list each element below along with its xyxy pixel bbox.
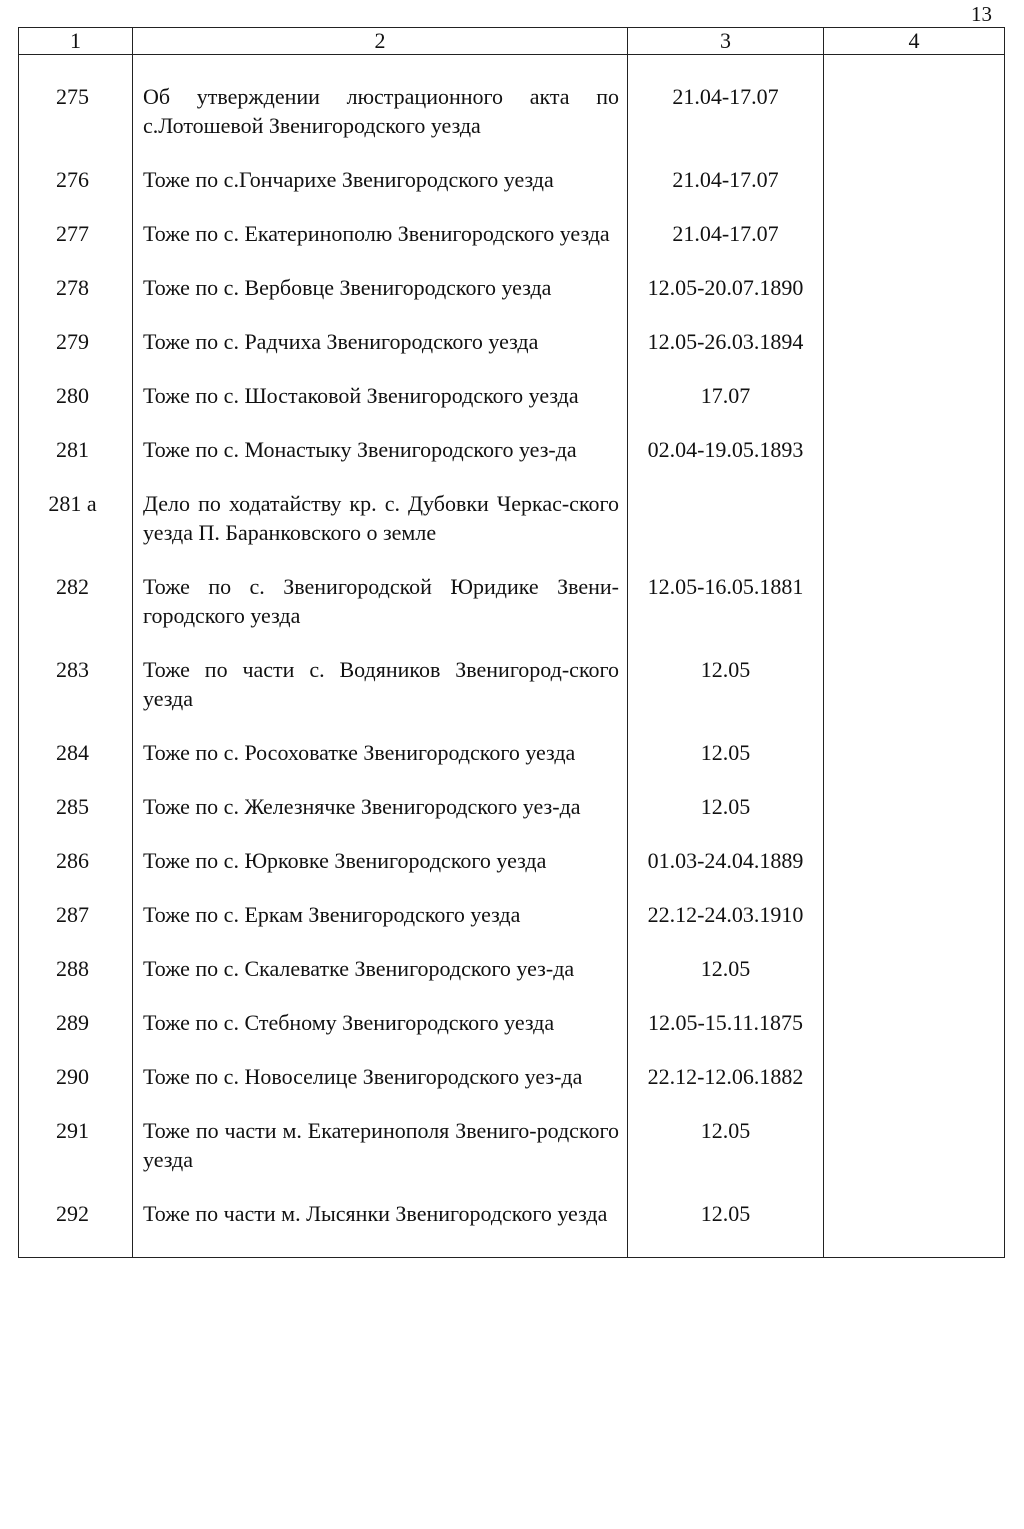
table-row <box>19 846 1005 900</box>
row-description: Тоже по с. Монастыку Звенигородского уез-да <box>133 435 628 489</box>
row-description: Об утверждении люстрационного акта по с.Лотошевой Звенигородского уезда <box>133 55 628 166</box>
row-dates: 12.05-26.03.1894 <box>628 327 824 381</box>
row-dates: 12.05 <box>628 738 824 792</box>
row-notes <box>824 846 1005 900</box>
row-dates: 12.05 <box>628 954 824 1008</box>
table-row <box>19 792 1005 846</box>
row-number: 276 <box>19 165 133 219</box>
row-number: 284 <box>19 738 133 792</box>
row-description: Тоже по с. Росоховатке Звенигородского уезда <box>133 738 628 792</box>
table-row <box>19 219 1005 273</box>
row-number: 280 <box>19 381 133 435</box>
row-dates: 12.05-15.11.1875 <box>628 1008 824 1062</box>
row-dates: 12.05-16.05.1881 <box>628 572 824 655</box>
table-row <box>19 55 1005 166</box>
row-number: 292 <box>19 1199 133 1258</box>
row-number: 282 <box>19 572 133 655</box>
row-notes <box>824 489 1005 572</box>
row-description: Тоже по с. Стебному Звенигородского уезда <box>133 1008 628 1062</box>
table-row <box>19 327 1005 381</box>
table-row <box>19 954 1005 1008</box>
row-notes <box>824 900 1005 954</box>
row-notes <box>824 1116 1005 1199</box>
row-notes <box>824 381 1005 435</box>
row-number: 288 <box>19 954 133 1008</box>
row-number: 290 <box>19 1062 133 1116</box>
page-number: 13 <box>971 2 992 26</box>
row-notes <box>824 165 1005 219</box>
table-row <box>19 655 1005 738</box>
row-number: 285 <box>19 792 133 846</box>
row-dates: 02.04-19.05.1893 <box>628 435 824 489</box>
row-dates <box>628 489 824 572</box>
table-row <box>19 738 1005 792</box>
row-description: Тоже по части с. Водяников Звенигород-ского уезда <box>133 655 628 738</box>
row-number: 291 <box>19 1116 133 1199</box>
row-number: 281 а <box>19 489 133 572</box>
table-row <box>19 435 1005 489</box>
table-header <box>19 28 1005 55</box>
row-dates: 21.04-17.07 <box>628 55 824 166</box>
row-notes <box>824 792 1005 846</box>
row-notes <box>824 219 1005 273</box>
row-dates: 12.05 <box>628 792 824 846</box>
row-description: Тоже по с. Новоселице Звенигородского уез-да <box>133 1062 628 1116</box>
row-description: Тоже по с. Железнячке Звенигородского уез-да <box>133 792 628 846</box>
row-description: Тоже по части м. Лысянки Звенигородского уезда <box>133 1199 628 1258</box>
row-notes <box>824 273 1005 327</box>
table-row <box>19 1199 1005 1258</box>
table-row <box>19 381 1005 435</box>
row-notes <box>824 1062 1005 1116</box>
row-number: 281 <box>19 435 133 489</box>
row-description: Тоже по с. Вербовце Звенигородского уезда <box>133 273 628 327</box>
row-number: 289 <box>19 1008 133 1062</box>
row-notes <box>824 435 1005 489</box>
row-dates: 12.05 <box>628 1116 824 1199</box>
header-row <box>19 28 1005 55</box>
row-notes <box>824 55 1005 166</box>
row-dates: 22.12-24.03.1910 <box>628 900 824 954</box>
row-dates: 22.12-12.06.1882 <box>628 1062 824 1116</box>
row-notes <box>824 327 1005 381</box>
row-notes <box>824 738 1005 792</box>
header-col-description: 2 <box>133 28 628 55</box>
header-col-number: 1 <box>19 28 133 55</box>
table-row <box>19 165 1005 219</box>
row-description: Тоже по с. Звенигородской Юридике Звени-городского уезда <box>133 572 628 655</box>
row-description: Тоже по части м. Екатеринополя Звениго-родского уезда <box>133 1116 628 1199</box>
row-dates: 01.03-24.04.1889 <box>628 846 824 900</box>
row-number: 279 <box>19 327 133 381</box>
row-description: Тоже по с. Радчиха Звенигородского уезда <box>133 327 628 381</box>
row-notes <box>824 572 1005 655</box>
table-row <box>19 900 1005 954</box>
row-dates: 17.07 <box>628 381 824 435</box>
row-description: Тоже по с.Гончарихе Звенигородского уезда <box>133 165 628 219</box>
row-number: 286 <box>19 846 133 900</box>
table-row <box>19 1008 1005 1062</box>
table-row <box>19 572 1005 655</box>
header-col-dates: 3 <box>628 28 824 55</box>
row-dates: 12.05 <box>628 1199 824 1258</box>
table-row <box>19 489 1005 572</box>
row-dates: 21.04-17.07 <box>628 165 824 219</box>
row-dates: 12.05-20.07.1890 <box>628 273 824 327</box>
row-description: Тоже по с. Еркам Звенигородского уезда <box>133 900 628 954</box>
row-number: 278 <box>19 273 133 327</box>
row-description: Тоже по с. Скалеватке Звенигородского уез-да <box>133 954 628 1008</box>
table-row <box>19 1116 1005 1199</box>
row-number: 283 <box>19 655 133 738</box>
row-dates: 12.05 <box>628 655 824 738</box>
row-number: 275 <box>19 55 133 166</box>
table-row <box>19 273 1005 327</box>
header-col-notes: 4 <box>824 28 1005 55</box>
row-dates: 21.04-17.07 <box>628 219 824 273</box>
row-description: Тоже по с. Юрковке Звенигородского уезда <box>133 846 628 900</box>
row-description: Тоже по с. Шостаковой Звенигородского уезда <box>133 381 628 435</box>
row-notes <box>824 655 1005 738</box>
row-description: Тоже по с. Екатеринополю Звенигородского уезда <box>133 219 628 273</box>
table-row <box>19 1062 1005 1116</box>
archive-inventory-table <box>18 27 1005 1258</box>
row-number: 287 <box>19 900 133 954</box>
row-notes <box>824 1008 1005 1062</box>
table-body <box>19 55 1005 1258</box>
row-notes <box>824 954 1005 1008</box>
row-notes <box>824 1199 1005 1258</box>
row-number: 277 <box>19 219 133 273</box>
row-description: Дело по ходатайству кр. с. Дубовки Черкас-ского уезда П. Баранковского о земле <box>133 489 628 572</box>
